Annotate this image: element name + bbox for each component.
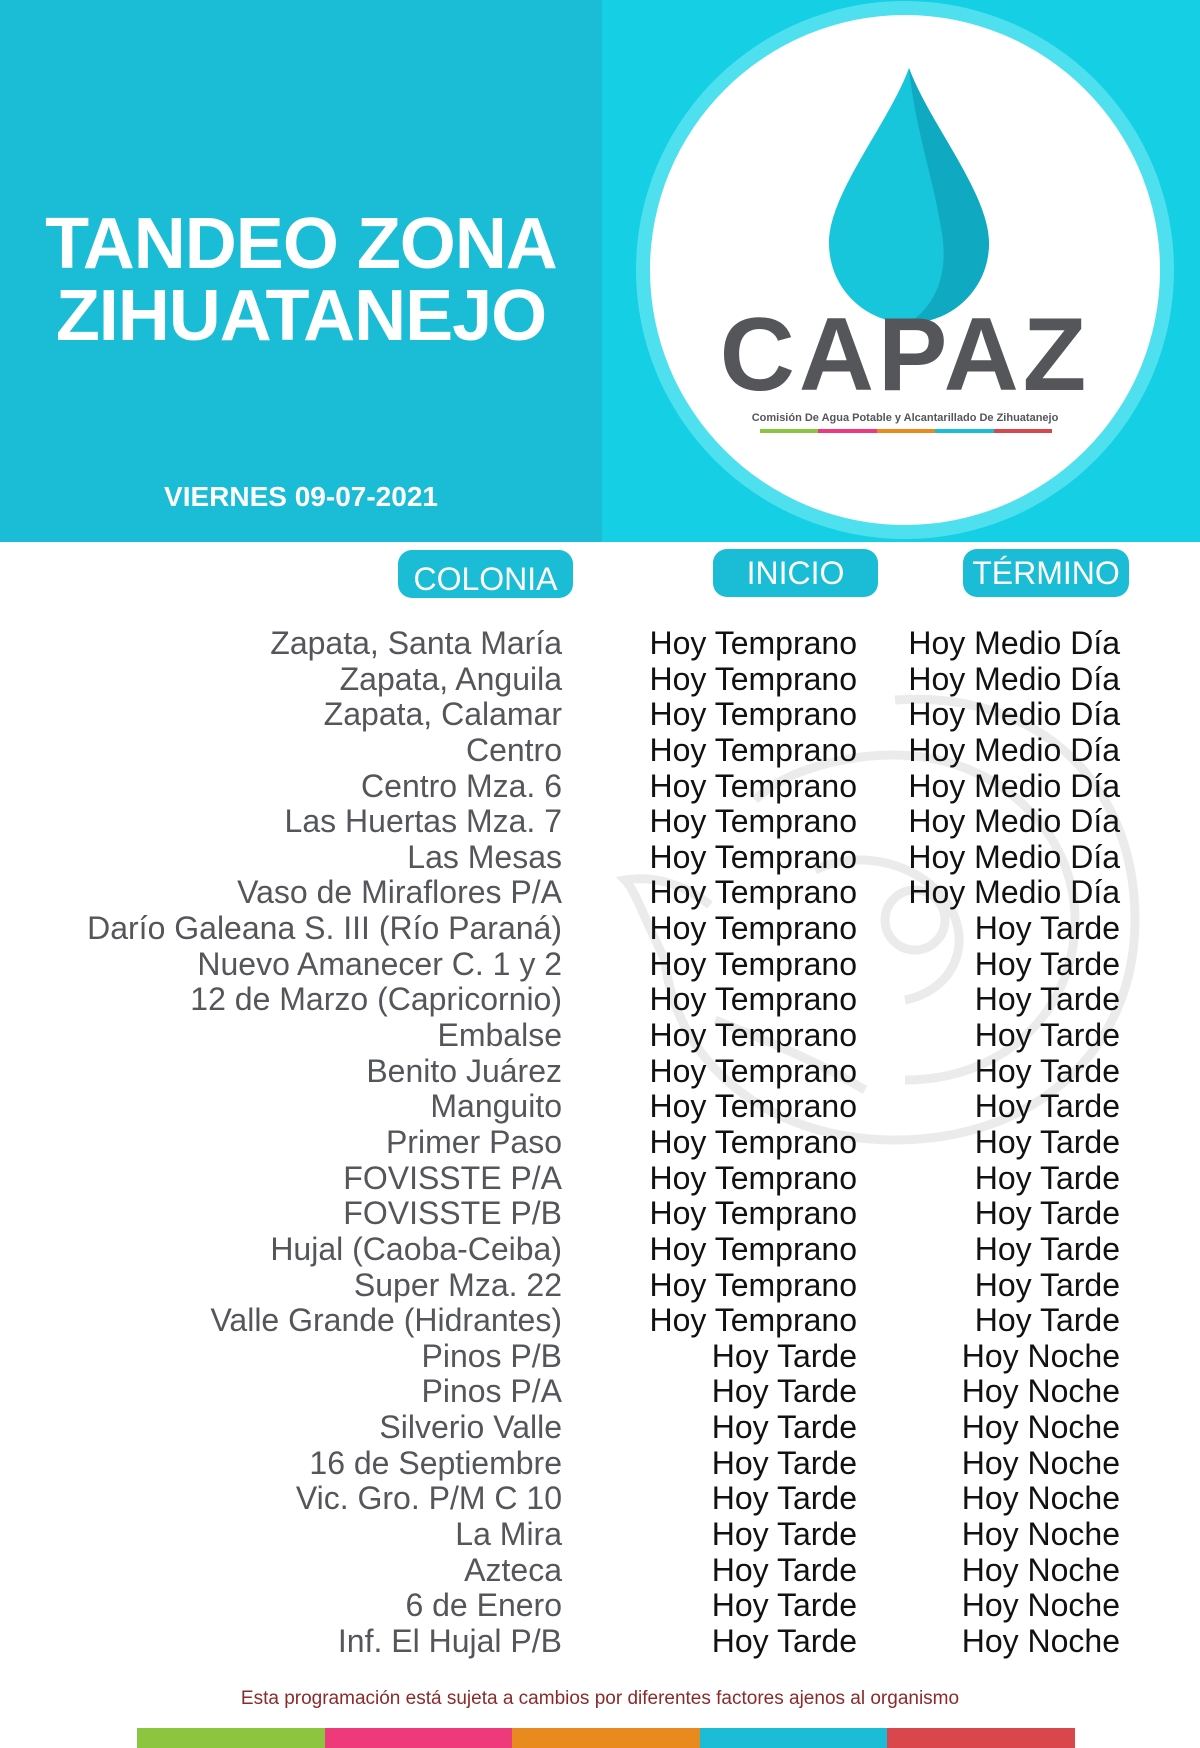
termino-cell: Hoy Tarde: [974, 1159, 1120, 1196]
schedule-row: [0, 839, 1200, 875]
colonia-cell: Zapata, Calamar: [323, 696, 562, 733]
inicio-cell: Hoy Tarde: [711, 1516, 857, 1553]
column-header-termino: TÉRMINO: [963, 549, 1129, 597]
termino-cell: Hoy Tarde: [974, 981, 1120, 1018]
termino-cell: Hoy Tarde: [974, 1195, 1120, 1232]
termino-cell: Hoy Noche: [961, 1551, 1120, 1588]
colonia-cell: Pinos P/B: [421, 1337, 562, 1374]
colonia-cell: Zapata, Santa María: [270, 625, 562, 661]
colonia-cell: 12 de Marzo (Capricornio): [190, 981, 562, 1018]
schedule-row: [0, 1338, 1200, 1374]
termino-cell: Hoy Medio Día: [908, 625, 1120, 661]
schedule-row: [0, 1160, 1200, 1196]
schedule-row: [0, 1445, 1200, 1481]
inicio-cell: Hoy Temprano: [649, 1088, 857, 1125]
inicio-cell: Hoy Temprano: [649, 1052, 857, 1089]
schedule-row: [0, 874, 1200, 910]
termino-cell: Hoy Tarde: [974, 1302, 1120, 1339]
schedule-row: [0, 696, 1200, 732]
schedule-row: [0, 1409, 1200, 1445]
inicio-cell: Hoy Temprano: [649, 981, 857, 1018]
inicio-cell: Hoy Temprano: [649, 838, 857, 875]
termino-cell: Hoy Noche: [961, 1409, 1120, 1446]
schedule-row: [0, 910, 1200, 946]
inicio-cell: Hoy Temprano: [649, 910, 857, 947]
inicio-cell: Hoy Tarde: [711, 1444, 857, 1481]
colonia-cell: Azteca: [464, 1551, 562, 1588]
inicio-cell: Hoy Temprano: [649, 1159, 857, 1196]
colonia-cell: Vic. Gro. P/M C 10: [295, 1480, 562, 1517]
colonia-cell: Nuevo Amanecer C. 1 y 2: [197, 945, 562, 982]
inicio-cell: Hoy Tarde: [711, 1551, 857, 1588]
termino-cell: Hoy Noche: [961, 1337, 1120, 1374]
termino-cell: Hoy Medio Día: [908, 803, 1120, 840]
title-line-2: ZIHUATANEJO: [55, 276, 547, 356]
colonia-cell: Inf. El Hujal P/B: [337, 1622, 562, 1659]
schedule-row: [0, 1053, 1200, 1089]
colonia-cell: Embalse: [437, 1017, 562, 1054]
inicio-cell: Hoy Tarde: [711, 1409, 857, 1446]
schedule-row: [0, 981, 1200, 1017]
inicio-cell: Hoy Tarde: [711, 1622, 857, 1659]
termino-cell: Hoy Noche: [961, 1587, 1120, 1624]
header-left-panel: [0, 0, 602, 542]
capaz-logo: [650, 15, 1160, 525]
termino-cell: Hoy Tarde: [974, 1123, 1120, 1160]
colonia-cell: FOVISSTE P/B: [343, 1195, 562, 1232]
inicio-cell: Hoy Temprano: [649, 1123, 857, 1160]
schedule-row: [0, 1231, 1200, 1267]
inicio-cell: Hoy Temprano: [649, 945, 857, 982]
schedule-row: [0, 1302, 1200, 1338]
schedule-row: [0, 1195, 1200, 1231]
colonia-cell: Manguito: [430, 1088, 562, 1125]
schedule-table: [0, 625, 1200, 1659]
termino-cell: Hoy Medio Día: [908, 767, 1120, 804]
colonia-cell: Benito Juárez: [366, 1052, 562, 1089]
colonia-cell: 6 de Enero: [405, 1587, 562, 1624]
schedule-row: [0, 1267, 1200, 1303]
column-header-inicio: INICIO: [713, 549, 878, 597]
inicio-cell: Hoy Temprano: [649, 625, 857, 661]
inicio-cell: Hoy Temprano: [649, 696, 857, 733]
termino-cell: Hoy Noche: [961, 1480, 1120, 1517]
inicio-cell: Hoy Temprano: [649, 731, 857, 768]
termino-cell: Hoy Noche: [961, 1373, 1120, 1410]
colonia-cell: Centro Mza. 6: [361, 767, 562, 804]
termino-cell: Hoy Noche: [961, 1622, 1120, 1659]
termino-cell: Hoy Medio Día: [908, 660, 1120, 697]
colonia-cell: Darío Galeana S. III (Río Paraná): [87, 910, 562, 947]
colonia-cell: Super Mza. 22: [353, 1266, 562, 1303]
colonia-cell: Centro: [465, 731, 562, 768]
schedule-row: [0, 1587, 1200, 1623]
inicio-cell: Hoy Temprano: [649, 1230, 857, 1267]
colonia-cell: Primer Paso: [385, 1123, 562, 1160]
schedule-row: [0, 946, 1200, 982]
logo-wordmark: CAPAZ: [719, 297, 1091, 413]
title-line-1: TANDEO ZONA: [45, 204, 557, 284]
inicio-cell: Hoy Temprano: [649, 1017, 857, 1054]
inicio-cell: Hoy Temprano: [649, 1266, 857, 1303]
inicio-cell: Hoy Temprano: [649, 874, 857, 911]
termino-cell: Hoy Tarde: [974, 1052, 1120, 1089]
schedule-date: VIERNES 09-07-2021: [164, 481, 438, 512]
inicio-cell: Hoy Temprano: [649, 1195, 857, 1232]
termino-cell: Hoy Tarde: [974, 910, 1120, 947]
schedule-row: [0, 625, 1200, 661]
inicio-cell: Hoy Temprano: [649, 767, 857, 804]
water-drop-icon: [829, 68, 989, 323]
logo-subtitle: Comisión De Agua Potable y Alcantarillado De Zihuatanejo: [751, 412, 1059, 424]
schedule-row: [0, 1373, 1200, 1409]
colonia-cell: FOVISSTE P/A: [343, 1159, 562, 1196]
colonia-cell: Hujal (Caoba-Ceiba): [270, 1230, 562, 1267]
schedule-row: [0, 1017, 1200, 1053]
page-title: [0, 204, 602, 356]
logo-color-stripe: [760, 429, 1052, 433]
inicio-cell: Hoy Tarde: [711, 1373, 857, 1410]
termino-cell: Hoy Tarde: [974, 945, 1120, 982]
disclaimer-note: Esta programación está sujeta a cambios por diferentes factores ajenos al organismo: [240, 1688, 960, 1709]
schedule-row: [0, 1124, 1200, 1160]
schedule-row: [0, 1480, 1200, 1516]
schedule-row: [0, 661, 1200, 697]
colonia-cell: La Mira: [455, 1516, 562, 1553]
colonia-cell: Las Huertas Mza. 7: [284, 803, 562, 840]
colonia-cell: Zapata, Anguila: [339, 660, 562, 697]
inicio-cell: Hoy Tarde: [711, 1587, 857, 1624]
colonia-cell: Pinos P/A: [421, 1373, 562, 1410]
termino-cell: Hoy Tarde: [974, 1266, 1120, 1303]
inicio-cell: Hoy Tarde: [711, 1480, 857, 1517]
termino-cell: Hoy Medio Día: [908, 696, 1120, 733]
termino-cell: Hoy Tarde: [974, 1230, 1120, 1267]
schedule-row: [0, 1516, 1200, 1552]
column-header-colonia: COLONIA: [398, 550, 573, 598]
colonia-cell: Las Mesas: [407, 838, 562, 875]
footer-color-stripe: [137, 1728, 1075, 1748]
termino-cell: Hoy Tarde: [974, 1017, 1120, 1054]
colonia-cell: Valle Grande (Hidrantes): [210, 1302, 562, 1339]
inicio-cell: Hoy Temprano: [649, 660, 857, 697]
termino-cell: Hoy Noche: [961, 1516, 1120, 1553]
schedule-row: [0, 1088, 1200, 1124]
colonia-cell: Silverio Valle: [379, 1409, 562, 1446]
colonia-cell: Vaso de Miraflores P/A: [237, 874, 562, 911]
termino-cell: Hoy Noche: [961, 1444, 1120, 1481]
schedule-row: [0, 768, 1200, 804]
termino-cell: Hoy Medio Día: [908, 838, 1120, 875]
inicio-cell: Hoy Temprano: [649, 1302, 857, 1339]
inicio-cell: Hoy Temprano: [649, 803, 857, 840]
inicio-cell: Hoy Tarde: [711, 1337, 857, 1374]
schedule-row: [0, 1623, 1200, 1659]
termino-cell: Hoy Medio Día: [908, 731, 1120, 768]
header-banner: [0, 0, 1200, 542]
termino-cell: Hoy Medio Día: [908, 874, 1120, 911]
termino-cell: Hoy Tarde: [974, 1088, 1120, 1125]
schedule-row: [0, 732, 1200, 768]
schedule-row: [0, 803, 1200, 839]
colonia-cell: 16 de Septiembre: [309, 1444, 562, 1481]
schedule-row: [0, 1552, 1200, 1588]
